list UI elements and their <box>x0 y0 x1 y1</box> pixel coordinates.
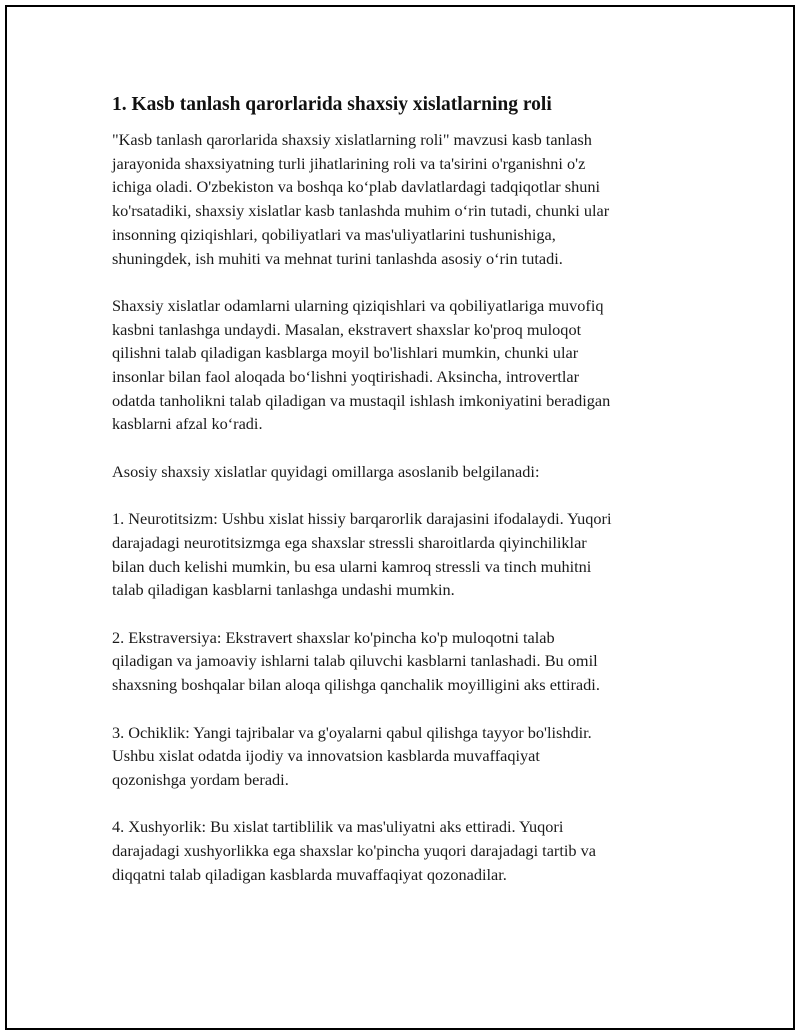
text-line: odatda tanholikni talab qiladigan va mustaqil ishlash imkoniyatini beradigan <box>112 390 611 410</box>
paragraph-factors-intro <box>112 460 682 484</box>
text-line: 3. Ochiklik: Yangi tajribalar va g'oyalarni qabul qilishga tayyor bo'lishdir. <box>112 722 592 742</box>
text-line: kasbni tanlashga undaydi. Masalan, ekstravert shaxslar ko'proq muloqot <box>112 319 582 339</box>
text-line: ko'rsatadiki, shaxsiy xislatlar kasb tanlashda muhim o‘rin tutadi, chunki ular <box>112 201 610 221</box>
text-line: shaxsning boshqalar bilan aloqa qilishga qanchalik moyilligini aks ettiradi. <box>112 675 600 695</box>
text-line: Ushbu xislat odatda ijodiy va innovatsion kasblarda muvaffaqiyat <box>112 746 540 766</box>
text-line: 1. Neurotitsizm: Ushbu xislat hissiy barqarorlik darajasini ifodalaydi. Yuqori <box>112 509 612 529</box>
text-line: qiladigan va jamoaviy ishlarni talab qiluvchi kasblarni tanlashadi. Bu omil <box>112 651 598 671</box>
text-line: jarayonida shaxsiyatning turli jihatlarining roli va ta'sirini o'rganishni o'z <box>112 153 586 173</box>
text-line: insonlar bilan faol aloqada bo‘lishni yoqtirishadi. Aksincha, introvertlar <box>112 367 580 387</box>
text-line: kasblarni afzal ko‘radi. <box>112 414 263 434</box>
text-line: Asosiy shaxsiy xislatlar quyidagi omillarga asoslanib belgilanadi: <box>112 461 540 481</box>
text-line: bilan duch kelishi mumkin, bu esa ularni kamroq stressli va tinch muhitni <box>112 556 592 576</box>
paragraph-traits-motivation <box>112 294 682 436</box>
text-line: 2. Ekstraversiya: Ekstravert shaxslar ko'pincha ko'p muloqotni talab <box>112 627 555 647</box>
text-line: diqqatni talab qiladigan kasblarda muvaffaqiyat qozonadilar. <box>112 864 507 884</box>
text-line: darajadagi neurotitsizmga ega shaxslar stressli sharoitlarda qiyinchiliklar <box>112 532 587 552</box>
text-line: qozonishga yordam beradi. <box>112 769 289 789</box>
text-line: Shaxsiy xislatlar odamlarni ularning qiziqishlari va qobiliyatlariga muvofiq <box>112 295 604 315</box>
text-line: qilishni talab qiladigan kasblarga moyil bo'lishlari mumkin, chunki ular <box>112 343 579 363</box>
text-line: 4. Xushyorlik: Bu xislat tartiblilik va mas'uliyatni aks ettiradi. Yuqori <box>112 817 564 837</box>
list-item-neuroticism <box>112 507 682 602</box>
document-body <box>112 92 682 910</box>
list-item-conscientiousness <box>112 815 682 886</box>
paragraph-intro <box>112 128 682 270</box>
list-item-openness <box>112 721 682 792</box>
text-line: talab qiladigan kasblarni tanlashga undashi mumkin. <box>112 580 455 600</box>
text-line: darajadagi xushyorlikka ega shaxslar ko'pincha yuqori darajadagi tartib va <box>112 841 596 860</box>
document-title: 1. Kasb tanlash qarorlarida shaxsiy xislatlarning roli <box>112 94 552 115</box>
text-line: ichiga oladi. O'zbekiston va boshqa ko‘plab davlatlardagi tadqiqotlar shuni <box>112 177 601 197</box>
text-line: "Kasb tanlash qarorlarida shaxsiy xislatlarning roli" mavzusi kasb tanlash <box>112 130 592 149</box>
text-line: shuningdek, ish muhiti va mehnat turini tanlashda asosiy o‘rin tutadi. <box>112 248 563 268</box>
text-line: insonning qiziqishlari, qobiliyatlari va mas'uliyatlarini tushunishiga, <box>112 224 556 244</box>
list-item-extraversion <box>112 626 682 697</box>
